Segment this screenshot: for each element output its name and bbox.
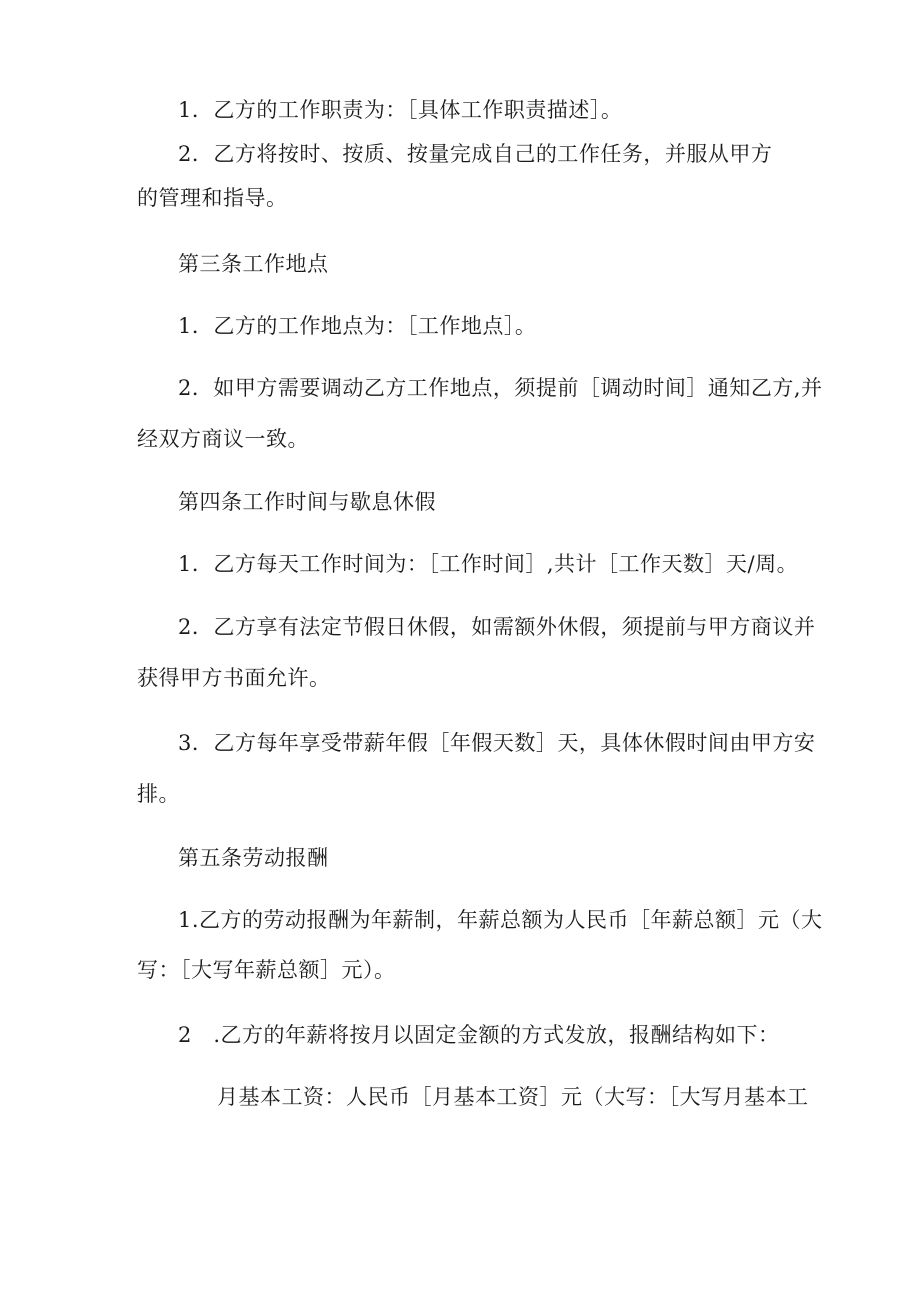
clause-5-item-1-line-2: 写：［大写年薪总额］元）。 [137,958,396,982]
clause-3-item-2-line-2: 经双方商议一致。 [137,427,309,451]
clause-3-item-2-line-1: 2．如甲方需要调动乙方工作地点，须提前［调动时间］通知乙方,并 [178,376,823,400]
monthly-base-salary-line: 月基本工资：人民币［月基本工资］元（大写：［大写月基本工 [217,1085,809,1109]
clause-2-item-2-line-1: 2．乙方将按时、按质、按量完成自己的工作任务，并服从甲方 [178,142,773,166]
clause-4-item-2-line-1: 2．乙方享有法定节假日休假，如需额外休假，须提前与甲方商议并 [178,615,816,639]
clause-4-item-3-line-2: 排。 [137,782,180,806]
clause-5-heading: 第五条劳动报酬 [178,846,329,870]
clause-4-item-2-line-2: 获得甲方书面允许。 [137,666,331,690]
clause-2-item-1: 1．乙方的工作职责为：［具体工作职责描述］。 [178,98,623,122]
clause-2-item-2-line-2: 的管理和指导。 [137,186,288,210]
clause-3-item-1: 1．乙方的工作地点为：［工作地点］。 [178,314,537,338]
clause-4-item-3-line-1: 3．乙方每年享受带薪年假［年假天数］天，具体休假时间由甲方安 [178,731,816,755]
clause-5-item-2: 2 .乙方的年薪将按月以固定金额的方式发放，报酬结构如下： [178,1023,780,1047]
clause-4-item-1: 1．乙方每天工作时间为：［工作时间］,共计［工作天数］天/周。 [178,552,799,576]
clause-3-heading: 第三条工作地点 [178,252,329,276]
clause-5-item-1-line-1: 1.乙方的劳动报酬为年薪制，年薪总额为人民币［年薪总额］元（大 [178,908,823,932]
clause-4-heading: 第四条工作时间与歇息休假 [178,490,436,514]
